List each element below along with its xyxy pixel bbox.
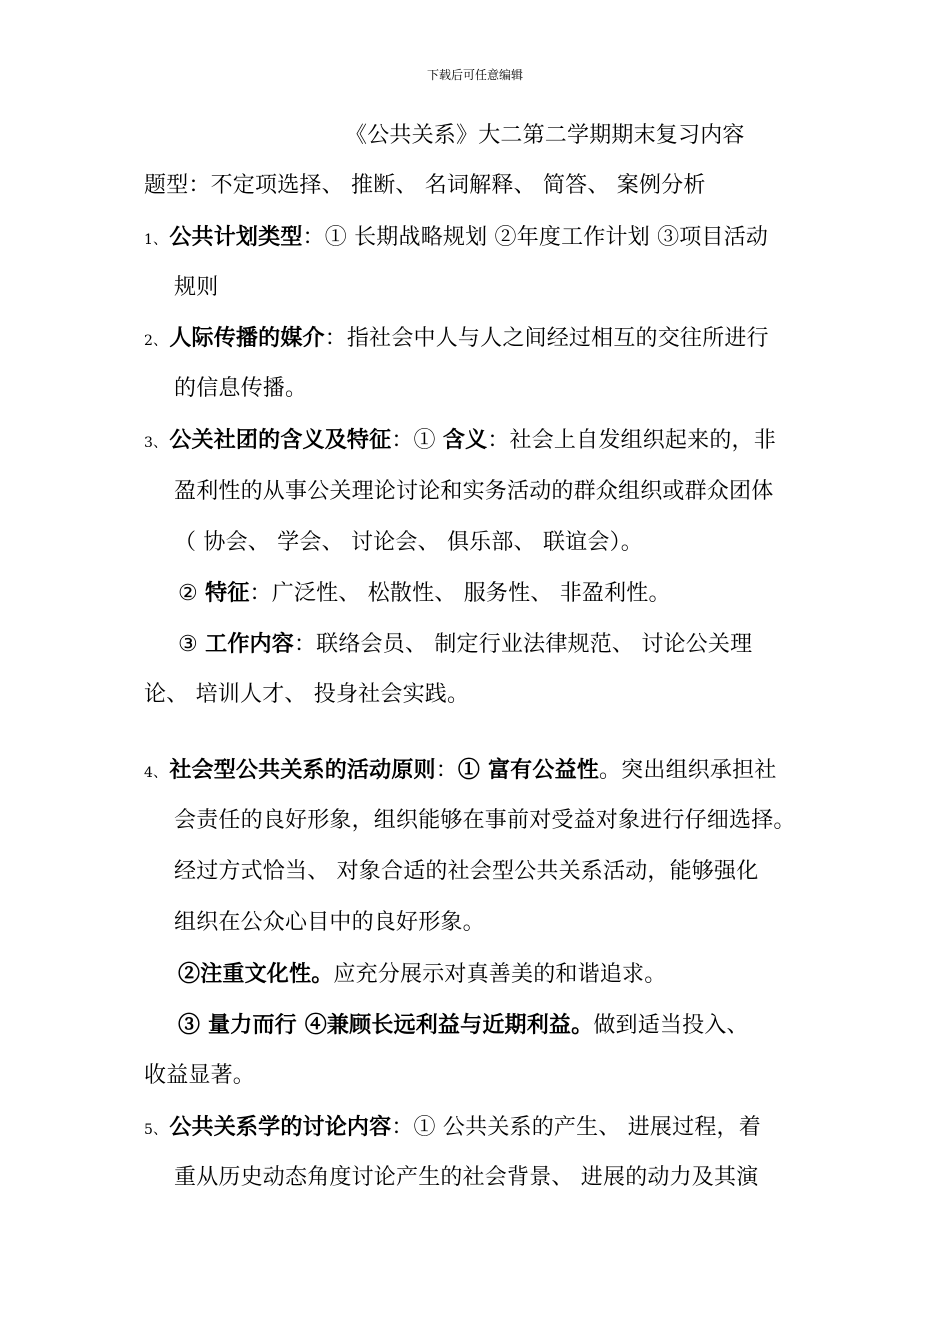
sub-term: ②注重文化性。 (178, 961, 334, 987)
item-4-cont-2: 经过方式恰当、 对象合适的社会型公共关系活动，能够强化 (174, 859, 759, 884)
item-term: 社会型公共关系的活动原则 (169, 757, 436, 783)
item-3-cont-2: （ 协会、 学会、 讨论会、 俱乐部、 联谊会）。 (174, 530, 643, 555)
sub-term: 工作内容 (205, 631, 294, 657)
item-4-cont-1: 会责任的良好形象，组织能够在事前对受益对象进行仔细选择。 (174, 808, 796, 833)
item-4-cont-3: 组织在公众心目中的良好形象。 (174, 910, 485, 935)
item-4-sub-2 (178, 959, 666, 990)
item-3-sub-3-cont: 论、 培训人才、 投身社会实践。 (144, 682, 470, 707)
item-text: ：① 长期战略规划 ②年度工作计划 ③项目活动 (302, 225, 769, 250)
sub-text: ：联络会员、 制定行业法律规范、 讨论公关理 (293, 632, 753, 657)
sub-term: ① 富有公益性 (457, 757, 599, 783)
item-4-sub-3 (178, 1010, 749, 1041)
item-number: 2、 (144, 333, 168, 349)
item-term: 公共关系学的讨论内容 (169, 1114, 392, 1140)
item-3-cont-1: 盈利性的从事公关理论讨论和实务活动的群众组织或群众团体 (174, 479, 774, 504)
item-3-sub-2 (178, 578, 671, 609)
item-number: 3、 (144, 435, 168, 451)
item-3 (144, 425, 776, 458)
page-header: 下载后可任意编辑 (426, 68, 523, 82)
item-3-sub-3 (178, 629, 752, 660)
sub-term: ③ 量力而行 ④兼顾长远利益与近期利益。 (178, 1012, 594, 1038)
sub-prefix: ② (178, 581, 206, 606)
sub-text: 做到适当投入、 (593, 1013, 749, 1038)
item-text: ：① (391, 428, 443, 453)
item-term: 公关社团的含义及特征 (169, 427, 392, 453)
item-1 (144, 222, 768, 255)
item-colon: ： (435, 758, 458, 783)
item-term: 公共计划类型 (169, 224, 303, 250)
sub-text: 应充分展示对真善美的和谐追求。 (333, 962, 667, 987)
item-2 (144, 323, 769, 356)
document-title: 《公共关系》大二第二学期期末复习内容 (345, 123, 745, 148)
sub-term: 含义 (442, 427, 488, 453)
item-term: 人际传播的媒介 (169, 325, 325, 351)
sub-term: 特征 (205, 580, 250, 606)
item-text: ：社会上自发组织起来的，非 (487, 428, 776, 453)
item-2-cont: 的信息传播。 (174, 376, 308, 401)
question-types: 题型：不定项选择、 推断、 名词解释、 简答、 案例分析 (144, 173, 706, 198)
item-5-cont-1: 重从历史动态角度讨论产生的社会背景、 进展的动力及其演 (174, 1165, 759, 1190)
item-text: 。突出组织承担社 (598, 758, 777, 783)
item-4-sub-3-cont: 收益显著。 (144, 1063, 256, 1088)
item-1-cont: 规则 (174, 275, 219, 300)
item-number: 5、 (144, 1122, 168, 1138)
item-text: ：① 公共关系的产生、 进展过程，着 (391, 1115, 761, 1140)
item-number: 1、 (144, 232, 168, 248)
item-text: ：指社会中人与人之间经过相互的交往所进行 (324, 326, 769, 351)
item-5 (144, 1112, 761, 1145)
sub-text: ：广泛性、 松散性、 服务性、 非盈利性。 (249, 581, 671, 606)
item-number: 4、 (144, 765, 168, 781)
sub-prefix: ③ (178, 632, 206, 657)
item-4 (144, 755, 777, 788)
